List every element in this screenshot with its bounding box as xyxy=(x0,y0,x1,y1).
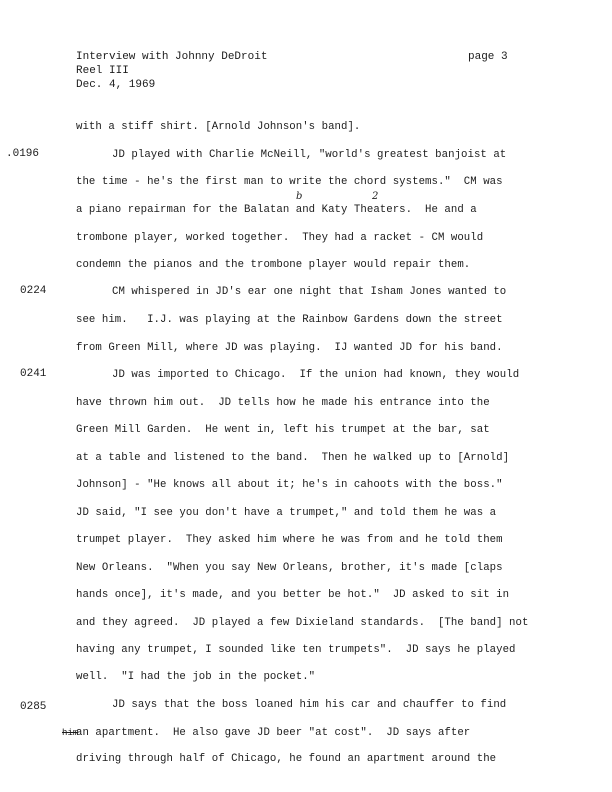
reel-label: Reel III xyxy=(76,65,129,77)
handwritten-b-annotation: b xyxy=(296,191,303,202)
transcript-line: JD says that the boss loaned him his car and chauffer to find xyxy=(112,699,507,711)
transcript-line: Green Mill Garden. He went in, left his trumpet at the bar, sat xyxy=(76,424,490,436)
transcript-line: at a table and listened to the band. Then he walked up to [Arnold] xyxy=(76,452,510,464)
interview-title: Interview with Johnny DeDroit xyxy=(76,51,268,63)
tape-counter-0196: .0196 xyxy=(6,148,40,160)
transcript-line: JD said, "I see you don't have a trumpet," and told them he was a xyxy=(76,507,497,519)
transcript-line: having any trumpet, I sounded like ten trumpets". JD says he played xyxy=(76,644,516,656)
transcript-line: the time - he's the first man to write the chord systems." CM was xyxy=(76,176,503,188)
transcript-line: a piano repairman for the Balatan and Katy Theaters. He and a xyxy=(76,204,477,216)
transcript-line: JD played with Charlie McNeill, "world's greatest banjoist at xyxy=(112,149,507,161)
transcript-line: from Green Mill, where JD was playing. IJ wanted JD for his band. xyxy=(76,342,503,354)
transcript-line: and they agreed. JD played a few Dixieland standards. [The band] not xyxy=(76,617,529,629)
transcript-line: Johnson] - "He knows all about it; he's in cahoots with the boss." xyxy=(76,479,503,491)
transcript-line: hands once], it's made, and you better be hot." JD asked to sit in xyxy=(76,589,510,601)
tape-counter-0224: 0224 xyxy=(20,285,47,297)
transcript-line: CM whispered in JD's ear one night that Isham Jones wanted to xyxy=(112,286,507,298)
transcript-line: with a stiff shirt. [Arnold Johnson's band]. xyxy=(76,121,361,133)
transcript-line: well. "I had the job in the pocket." xyxy=(76,671,316,683)
tape-counter-0241: 0241 xyxy=(20,368,47,380)
transcript-line: trombone player, worked together. They had a racket - CM would xyxy=(76,232,484,244)
transcript-line: driving through half of Chicago, he found an apartment around the xyxy=(76,753,497,765)
transcript-line: JD was imported to Chicago. If the union had known, they would xyxy=(112,369,520,381)
tape-counter-0285: 0285 xyxy=(20,701,47,713)
transcript-line: condemn the pianos and the trombone player would repair them. xyxy=(76,259,471,271)
struck-word: him xyxy=(62,728,79,738)
transcript-line: have thrown him out. JD tells how he made his entrance into the xyxy=(76,397,490,409)
interview-date: Dec. 4, 1969 xyxy=(76,79,156,91)
page-number: page 3 xyxy=(468,51,508,63)
transcript-line: see him. I.J. was playing at the Rainbow Gardens down the street xyxy=(76,314,503,326)
handwritten-2-annotation: 2 xyxy=(372,191,379,202)
transcript-line: an apartment. He also gave JD beer "at cost". JD says after xyxy=(76,727,471,739)
transcript-line: trumpet player. They asked him where he was from and he told them xyxy=(76,534,503,546)
transcript-line: New Orleans. "When you say New Orleans, brother, it's made [claps xyxy=(76,562,503,574)
